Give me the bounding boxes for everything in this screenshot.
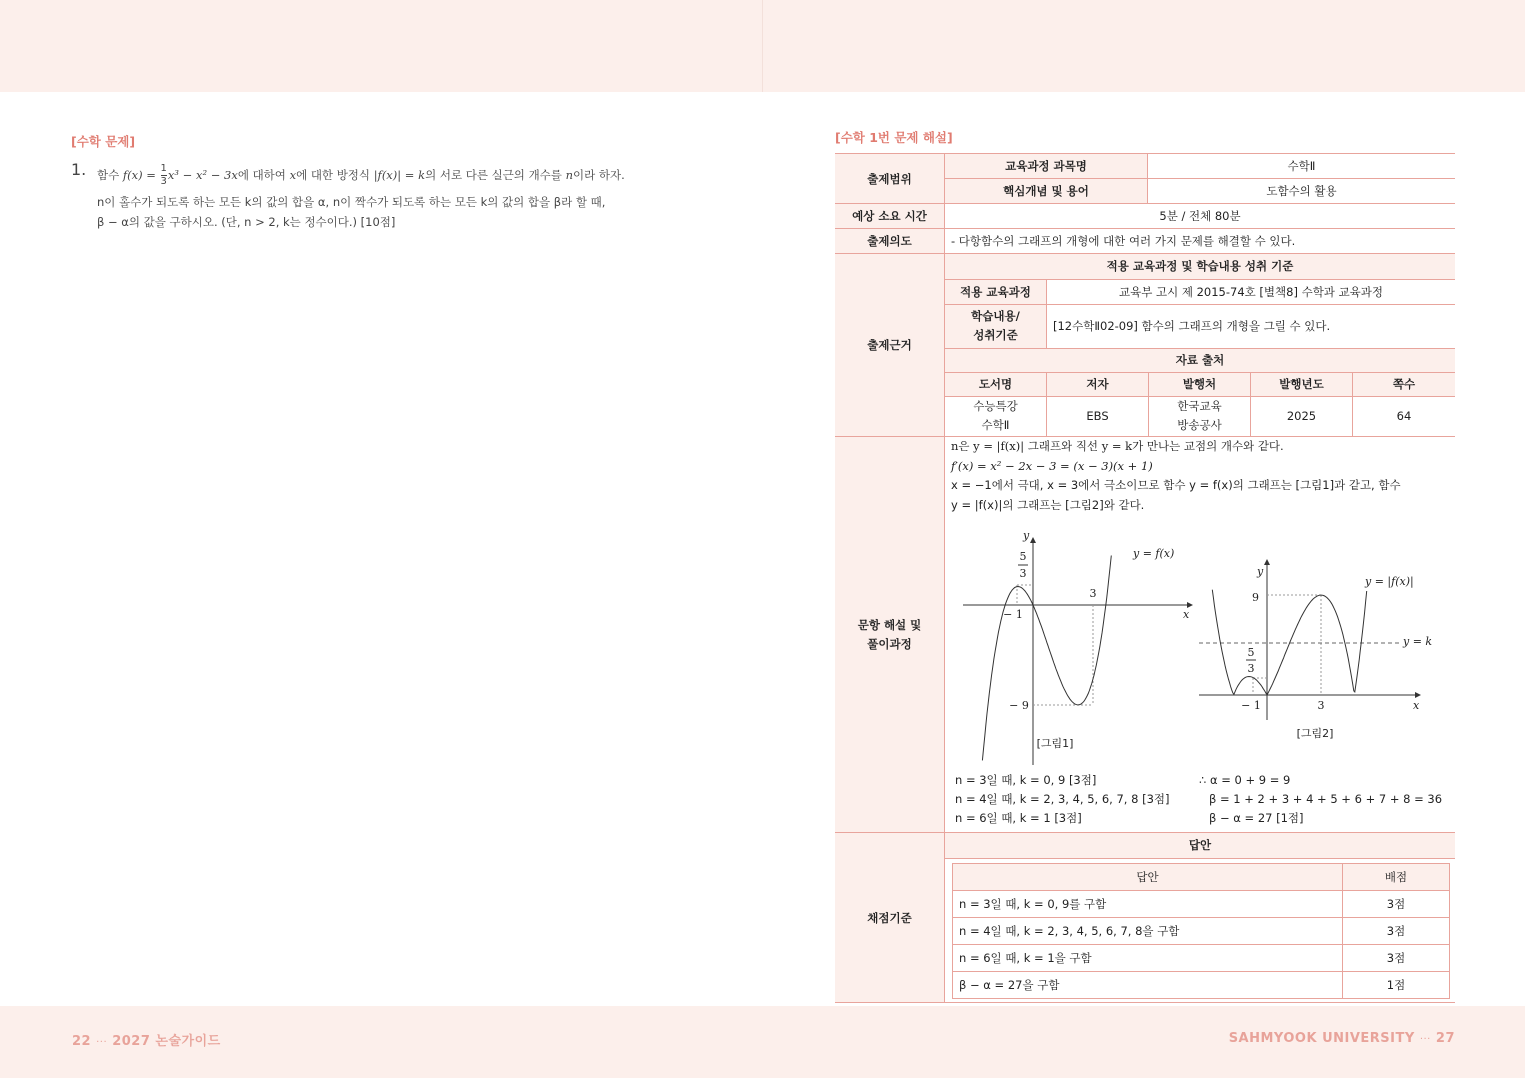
case-line: n = 3일 때, k = 0, 9 [3점] [955, 773, 1097, 787]
explain-line: x = −1에서 극대, x = 3에서 극소이므로 함수 y = f(x)의 그래프는 [그림1]과 같고, 함수 [951, 478, 1401, 492]
figure-1 [963, 529, 1193, 765]
text-span: 함수 [97, 168, 123, 182]
source-book [945, 396, 1047, 436]
grading-cell [945, 833, 1456, 1003]
source-publisher-line: 방송공사 [1177, 418, 1222, 433]
basis-label: 출제근거 [835, 254, 945, 437]
fig2-max-den: 3 [1247, 662, 1255, 675]
source-book-line: 수능특강 [973, 399, 1018, 414]
math-span: f(x) = [122, 168, 160, 182]
curriculum-value: 교육부 고시 제 2015-74호 [별책8] 수학과 교육과정 [1047, 279, 1456, 304]
math-span: x³ − x² − 3x [167, 168, 238, 182]
source-col-pages: 쪽수 [1353, 372, 1456, 396]
footer-title: 2027 논술가이드 [112, 1034, 221, 1049]
course-subject-value: 수학Ⅱ [1148, 154, 1456, 179]
achievement-label-line: 학습내용/ [971, 309, 1020, 323]
fig2-x-tick-3: 3 [1317, 699, 1325, 712]
grading-points: 3점 [1343, 918, 1450, 945]
grading-points: 3점 [1343, 945, 1450, 972]
explain-line: n은 y = |f(x)| 그래프와 직선 y = k가 만나는 교점의 개수와 같다. [951, 439, 1284, 453]
footer-left [72, 1030, 221, 1049]
arrow-icon [1415, 692, 1421, 698]
core-concept-value: 도함수의 활용 [1148, 179, 1456, 204]
source-col-year: 발행년도 [1251, 372, 1353, 396]
figure-2 [1199, 559, 1432, 740]
graphs-area [951, 515, 1449, 767]
grading-table [952, 863, 1450, 999]
achievement-value: [12수학Ⅱ02-09] 함수의 그래프의 개형을 그릴 수 있다. [1047, 304, 1456, 348]
core-concept-label: 핵심개념 및 용어 [945, 179, 1148, 204]
grading-row [953, 945, 1450, 972]
fig2-caption: [그림2] [1296, 727, 1334, 740]
fig1-min-label: − 9 [1009, 699, 1029, 712]
standards-header: 적용 교육과정 및 학습내용 성취 기준 [945, 254, 1455, 279]
fig1-x-tick-3: 3 [1089, 587, 1097, 600]
case-line: n = 4일 때, k = 2, 3, 4, 5, 6, 7, 8 [3점] [955, 792, 1170, 806]
explain-label-line: 문항 해설 및 [857, 617, 922, 632]
grading-row [953, 972, 1450, 999]
problem-line-1 [97, 162, 697, 189]
explain-line: y = |f(x)|의 그래프는 [그림2]와 같다. [951, 497, 1145, 512]
solution-section-title: [수학 1번 문제 해설] [835, 130, 953, 145]
source-col-author: 저자 [1047, 372, 1149, 396]
grading-col-answer: 답안 [953, 864, 1343, 891]
text-span: 이라 하자. [572, 168, 625, 182]
grading-answer: n = 6일 때, k = 1을 구함 [953, 945, 1343, 972]
page-number: 22 [72, 1034, 92, 1049]
achievement-label [945, 304, 1047, 348]
basis-content [945, 254, 1456, 437]
arrow-icon [1264, 559, 1270, 565]
source-year: 2025 [1251, 396, 1353, 436]
fig2-curve [1212, 590, 1366, 695]
grading-answer: β − α = 27을 구함 [953, 972, 1343, 999]
footer-right [1229, 1031, 1455, 1046]
source-author: EBS [1047, 396, 1149, 436]
footer-title: SAHMYOOK UNIVERSITY [1228, 1031, 1415, 1046]
problem-section-title: [수학 문제] [71, 134, 136, 149]
grading-label: 채점기준 [835, 833, 945, 1003]
cases-column [955, 771, 1199, 828]
result-line: β = 1 + 2 + 3 + 4 + 5 + 6 + 7 + 8 = 36 [1209, 792, 1443, 806]
grading-row [953, 918, 1450, 945]
fig1-curve-label: y = f(x) [1133, 547, 1175, 560]
source-header: 자료 출처 [945, 348, 1455, 372]
source-publisher-line: 한국교육 [1177, 399, 1222, 414]
course-subject-label: 교육과정 과목명 [945, 154, 1148, 179]
graph-figures [951, 515, 1455, 767]
page-number: 27 [1435, 1031, 1455, 1046]
math-span: x [289, 168, 297, 182]
source-book-line: 수학Ⅱ [981, 418, 1010, 433]
grading-points: 3점 [1343, 891, 1450, 918]
text-span: 의 서로 다른 실근의 개수를 [425, 168, 566, 182]
grading-points: 1점 [1343, 972, 1450, 999]
problem-line-3: β − α의 값을 구하시오. (단, n > 2, k는 정수이다.) [10점] [97, 215, 396, 229]
arrow-icon [1030, 537, 1036, 543]
fig2-x-tick-neg1: − 1 [1241, 699, 1261, 712]
explain-label-line: 풀이과정 [867, 636, 912, 651]
grading-answer: n = 3일 때, k = 0, 9를 구함 [953, 891, 1343, 918]
explain-line: f′(x) = x² − 2x − 3 = (x − 3)(x + 1) [951, 458, 1153, 473]
source-col-publisher: 발행처 [1149, 372, 1251, 396]
fig1-caption: [그림1] [1036, 737, 1074, 750]
grading-row [953, 891, 1450, 918]
fraction-denominator: 3 [160, 176, 167, 187]
grading-col-points: 배점 [1343, 864, 1450, 891]
result-line: β − α = 27 [1점] [1209, 811, 1304, 825]
scope-label: 출제범위 [835, 154, 945, 204]
answer-header: 답안 [945, 833, 1455, 859]
case-line: n = 6일 때, k = 1 [3점] [955, 811, 1082, 825]
source-pages: 64 [1353, 396, 1456, 436]
intent-value: - 다항함수의 그래프의 개형에 대한 여러 가지 문제를 해결할 수 있다. [945, 229, 1456, 254]
fig1-max-den: 3 [1019, 567, 1027, 580]
fig2-curve-label: y = |f(x)| [1365, 575, 1414, 588]
explain-label [835, 437, 945, 833]
curriculum-label: 적용 교육과정 [945, 279, 1047, 304]
achievement-label-line: 성취기준 [973, 328, 1018, 342]
header-band [0, 0, 1525, 92]
page-divider [762, 0, 763, 92]
problem-number: 1. [71, 160, 87, 179]
time-label: 예상 소요 시간 [835, 204, 945, 229]
text-span: 에 대하여 [237, 168, 290, 182]
fig2-top-label: 9 [1252, 591, 1259, 604]
fig2-line-label: y = k [1403, 635, 1433, 648]
fraction [161, 163, 167, 188]
math-span: |f(x)| = k [373, 168, 426, 182]
problem-line-2: n이 홀수가 되도록 하는 모든 k의 값의 합을 α, n이 짝수가 되도록 하는 모든 k의 값의 합을 β라 할 때, [97, 195, 606, 209]
explanation-cell [945, 437, 1456, 833]
solution-table [835, 153, 1455, 1003]
fig1-max-num: 5 [1019, 550, 1027, 563]
text-span: 에 대한 방정식 [296, 168, 374, 182]
fig1-x-label: x [1183, 608, 1190, 621]
grading-answer: n = 4일 때, k = 2, 3, 4, 5, 6, 7, 8을 구함 [953, 918, 1343, 945]
time-value: 5분 / 전체 80분 [945, 204, 1456, 229]
problem-text [97, 162, 697, 236]
fig2-x-label: x [1413, 699, 1420, 712]
intent-label: 출제의도 [835, 229, 945, 254]
source-col-book: 도서명 [945, 372, 1047, 396]
footer-separator: ··· [96, 1037, 108, 1048]
result-line: ∴ α = 0 + 9 = 9 [1199, 773, 1291, 787]
footer-separator: ··· [1419, 1034, 1431, 1045]
fig1-x-tick-neg1: − 1 [1003, 608, 1023, 621]
fig2-max-num: 5 [1247, 646, 1255, 659]
fig2-y-label: y [1257, 565, 1264, 578]
source-publisher [1149, 396, 1251, 436]
results-column [1199, 771, 1449, 828]
fraction-numerator: 1 [160, 163, 167, 174]
basis-table [945, 254, 1455, 436]
scoring-summary [951, 767, 1449, 832]
math-span: n [565, 168, 573, 182]
fig1-y-label: y [1023, 529, 1030, 542]
